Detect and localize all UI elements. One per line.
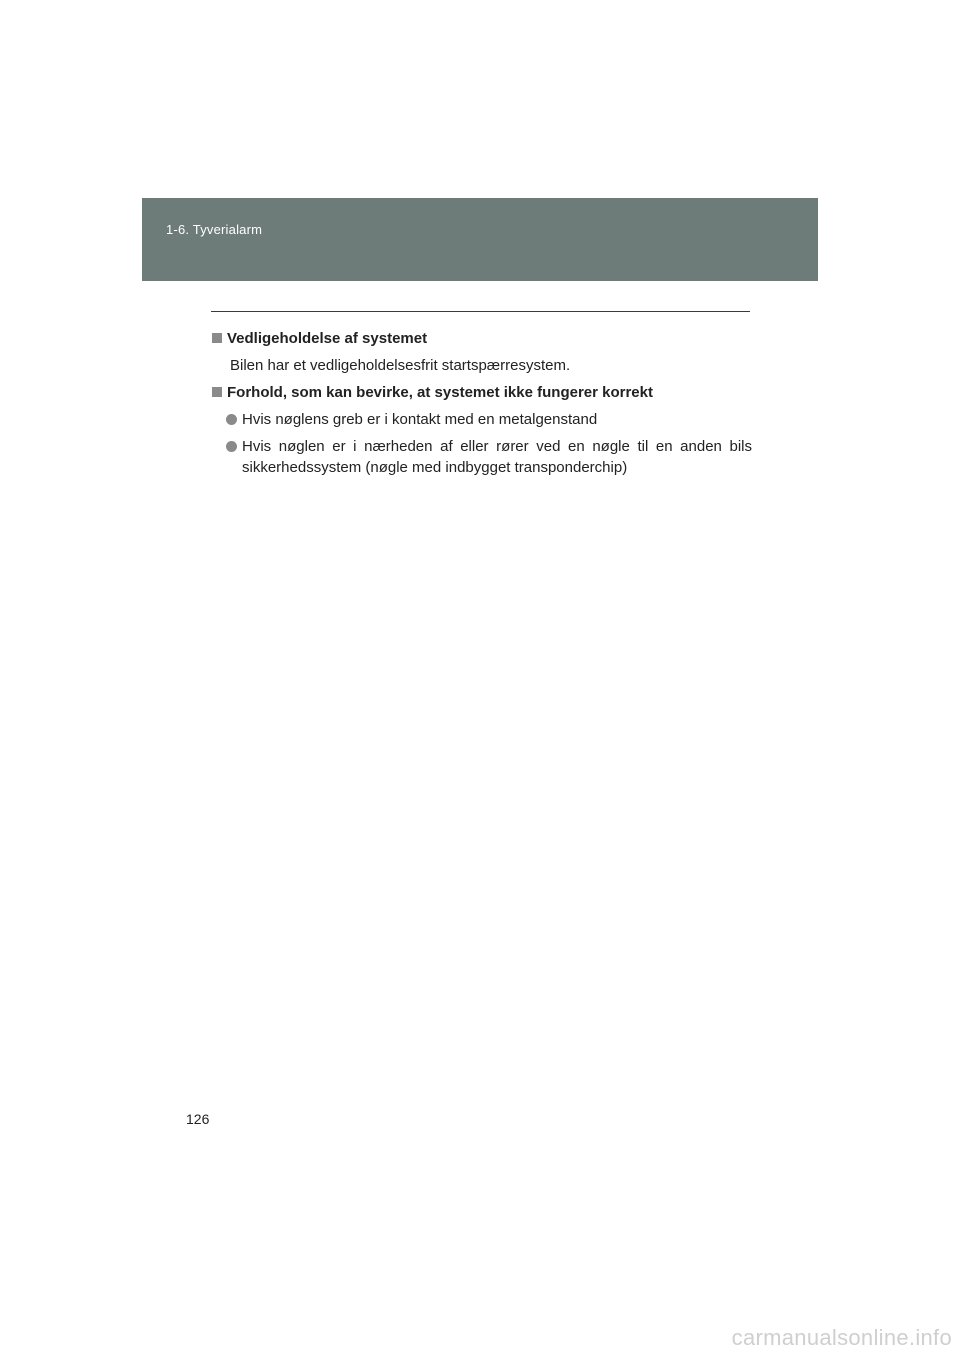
heading-conditions	[212, 382, 752, 403]
main-content	[212, 328, 752, 484]
square-bullet-icon	[212, 333, 222, 343]
list-item	[226, 409, 752, 430]
section-header-band	[142, 198, 818, 281]
maintenance-paragraph: Bilen har et vedligeholdelsesfrit startspærresystem.	[230, 357, 571, 374]
watermark-text: carmanualsonline.info	[731, 1325, 952, 1350]
list-item-text: Hvis nøglens greb er i kontakt med en metalgenstand	[242, 411, 598, 428]
heading-conditions-text: Forhold, som kan bevirke, at systemet ikke fungerer korrekt	[227, 384, 653, 401]
list-item	[226, 436, 752, 478]
square-bullet-icon	[212, 387, 222, 397]
heading-maintenance-text: Vedligeholdelse af systemet	[227, 330, 428, 347]
list-item-text: Hvis nøglen er i nærheden af eller rører ved en nøgle til en anden bils sikkerhedssystem (nøgle med indbygget transponderchip)	[242, 438, 752, 476]
circle-bullet-icon	[226, 441, 237, 452]
heading-maintenance	[212, 328, 752, 349]
circle-bullet-icon	[226, 414, 237, 425]
page-number: 126	[186, 1111, 210, 1127]
horizontal-divider	[211, 311, 750, 312]
section-title: 1-6. Tyverialarm	[166, 222, 263, 237]
